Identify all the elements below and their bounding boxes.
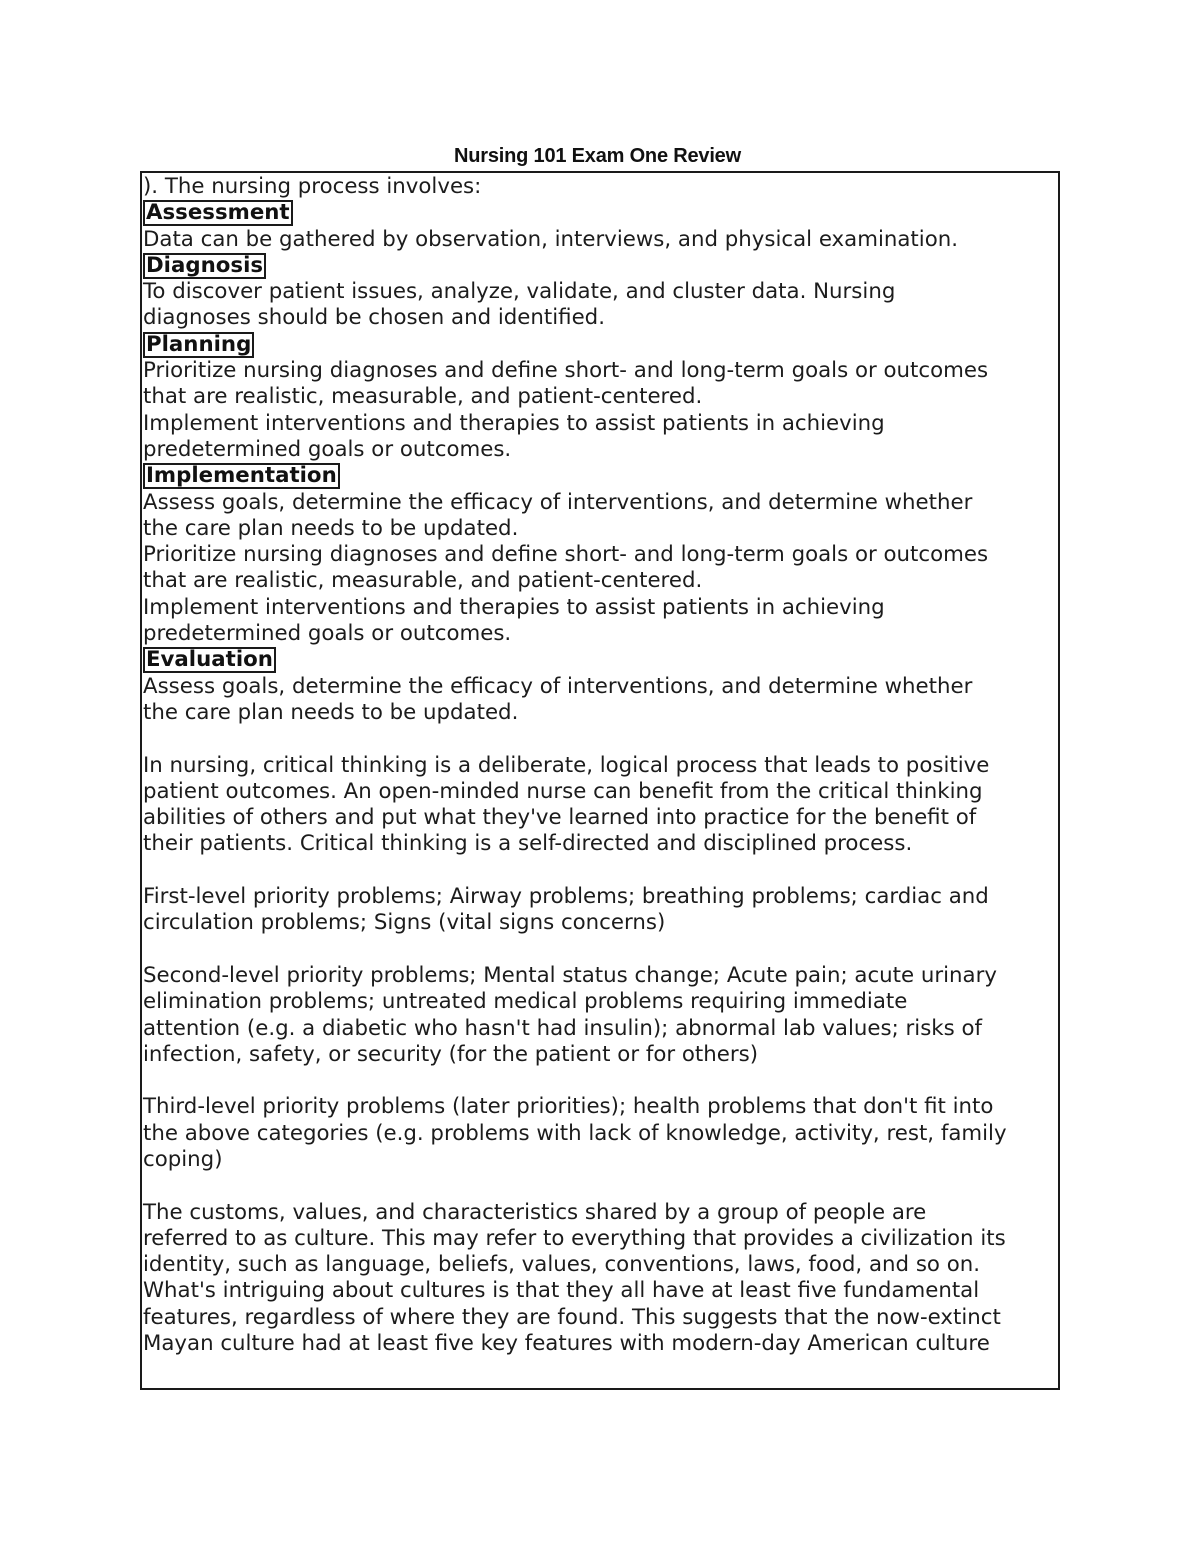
content-body [143, 174, 1057, 1357]
body-line: Implement interventions and therapies to assist patients in achieving [143, 410, 885, 436]
body-line: that are realistic, measurable, and patient-centered. [143, 568, 703, 594]
paragraph-line: referred to as culture. This may refer to everything that provides a civilization its [143, 1225, 1006, 1251]
heading-label: Diagnosis [143, 253, 266, 279]
paragraph-line: Second-level priority problems; Mental status change; Acute pain; acute urinary [143, 962, 997, 988]
paragraph-line: circulation problems; Signs (vital signs concerns) [143, 910, 666, 936]
paragraph-line: First-level priority problems; Airway problems; breathing problems; cardiac and [143, 884, 989, 910]
body-line: the care plan needs to be updated. [143, 699, 519, 725]
paragraph-line: their patients. Critical thinking is a self-directed and disciplined process. [143, 831, 913, 857]
body-line: Data can be gathered by observation, interviews, and physical examination. [143, 226, 958, 252]
body-line: To discover patient issues, analyze, validate, and cluster data. Nursing [143, 279, 896, 305]
body-line: predetermined goals or outcomes. [143, 621, 512, 647]
paragraph-line: infection, safety, or security (for the patient or for others) [143, 1041, 759, 1067]
heading-label: Implementation [143, 463, 340, 489]
paragraph-line: the above categories (e.g. problems with lack of knowledge, activity, rest, family [143, 1120, 1007, 1146]
body-line: Assess goals, determine the efficacy of interventions, and determine whether [143, 673, 973, 699]
paragraph-line: features, regardless of where they are found. This suggests that the now-extinct [143, 1304, 1001, 1330]
heading-label: Assessment [143, 200, 293, 226]
intro-line: ). The nursing process involves: [143, 174, 482, 199]
paragraph-line: Third-level priority problems (later priorities); health problems that don't fit into [143, 1094, 994, 1120]
body-line: Assess goals, determine the efficacy of interventions, and determine whether [143, 489, 973, 515]
body-line: diagnoses should be chosen and identified. [143, 305, 605, 331]
section-heading-planning [143, 332, 1057, 358]
paragraph-line: The customs, values, and characteristics shared by a group of people are [143, 1199, 927, 1225]
body-line: that are realistic, measurable, and patient-centered. [143, 384, 703, 410]
body-line: Implement interventions and therapies to assist patients in achieving [143, 594, 885, 620]
heading-label: Evaluation [143, 647, 276, 673]
paragraph-line: elimination problems; untreated medical problems requiring immediate [143, 989, 908, 1015]
paragraph-line: abilities of others and put what they've learned into practice for the benefit of [143, 805, 977, 831]
spacer [143, 858, 1057, 884]
body-line: Prioritize nursing diagnoses and define short- and long-term goals or outcomes [143, 542, 989, 568]
heading-label: Planning [143, 332, 254, 358]
paragraph-line: What's intriguing about cultures is that they all have at least five fundamental [143, 1278, 980, 1304]
section-heading-diagnosis [143, 253, 1057, 279]
paragraph-line: coping) [143, 1146, 223, 1172]
section-heading-implementation [143, 463, 1057, 489]
spacer [143, 726, 1057, 752]
spacer [143, 1068, 1057, 1094]
paragraph-line: attention (e.g. a diabetic who hasn't had insulin); abnormal lab values; risks of [143, 1015, 983, 1041]
body-line: predetermined goals or outcomes. [143, 436, 512, 462]
paragraph-line: identity, such as language, beliefs, values, conventions, laws, food, and so on. [143, 1252, 981, 1278]
body-line: Prioritize nursing diagnoses and define short- and long-term goals or outcomes [143, 358, 989, 384]
body-line: the care plan needs to be updated. [143, 515, 519, 541]
page-title: Nursing 101 Exam One Review [454, 145, 741, 167]
content-box [140, 171, 1060, 1390]
spacer [143, 937, 1057, 963]
paragraph-line: patient outcomes. An open-minded nurse can benefit from the critical thinking [143, 778, 983, 804]
section-heading-evaluation [143, 647, 1057, 673]
paragraph-line: Mayan culture had at least five key features with modern-day American culture [143, 1331, 990, 1357]
paragraph-line: In nursing, critical thinking is a deliberate, logical process that leads to positive [143, 752, 990, 778]
spacer [143, 1173, 1057, 1199]
section-heading-assessment [143, 200, 1057, 226]
